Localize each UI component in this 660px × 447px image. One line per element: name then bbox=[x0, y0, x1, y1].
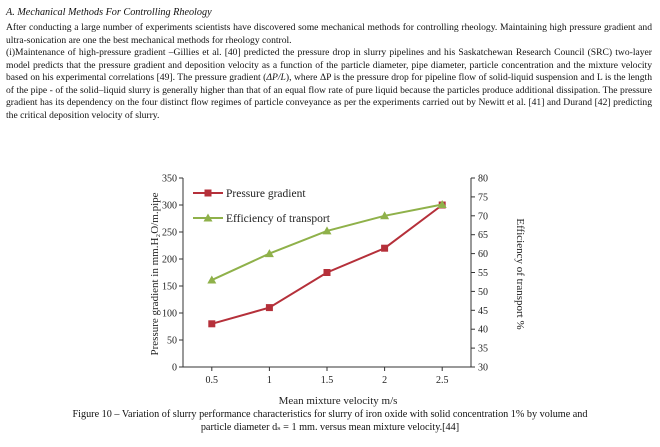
y2-axis-label: Efficiency of transport % bbox=[514, 218, 526, 330]
figure-caption bbox=[0, 408, 660, 434]
y2-tick-label: 30 bbox=[478, 362, 488, 374]
y2-tick-label: 50 bbox=[478, 286, 488, 298]
y2-tick-label: 55 bbox=[478, 268, 488, 279]
x-axis-label: Mean mixture velocity m/s bbox=[278, 395, 398, 407]
y-tick-label: 50 bbox=[167, 335, 177, 347]
figure-10-chart bbox=[0, 168, 660, 408]
legend-label: Pressure gradient bbox=[226, 188, 306, 200]
y-tick-label: 350 bbox=[162, 173, 177, 185]
y2-tick-label: 40 bbox=[478, 324, 488, 336]
legend-marker bbox=[205, 190, 212, 197]
pressure-gradient-fraction: ΔP/L bbox=[266, 72, 286, 83]
legend-label: Efficiency of transport bbox=[226, 213, 330, 225]
y-axis-label: Pressure gradient in mm.H₂O/m.pipe bbox=[149, 192, 161, 356]
data-point bbox=[208, 320, 215, 327]
y-tick-label: 0 bbox=[172, 362, 177, 374]
y2-tick-label: 45 bbox=[478, 305, 488, 317]
paragraph-2-part-1: (i)Maintenance of high-pressure gradient –Gillies et al. [40] predicted the pressure drop in slurry pipelines and his Saskatchewan Research Council (SRC) two-layer model predicts that the pressure gradient and deposition velocity as a function of the particle diameter, pipe diameter, particle concentration and the mixture velocity based on his experimental correlations [49]. The pressure gradient ( bbox=[6, 47, 652, 83]
caption-line-2: particle diameter dₛ = 1 mm. versus mean mixture velocity.[44] bbox=[200, 422, 460, 433]
x-tick-label: 2.5 bbox=[435, 375, 449, 386]
y2-tick-label: 75 bbox=[478, 192, 488, 204]
y-tick-label: 200 bbox=[162, 254, 177, 266]
y-tick-label: 100 bbox=[162, 308, 177, 320]
x-tick-label: 1.5 bbox=[320, 375, 334, 386]
paragraph-1: After conducting a large number of experiments scientists have discovered some mechanical methods for controlling rheology. Maintaining high pressure gradient and ultra-sonication are one the best mechanical methods for rheology control. bbox=[6, 22, 652, 46]
caption-line-1: Figure 10 – Variation of slurry performance characteristics for slurry of iron oxide with solid concentration 1% by volume and bbox=[72, 409, 588, 420]
data-point bbox=[324, 269, 331, 276]
paragraph-2 bbox=[6, 47, 652, 122]
y-tick-label: 150 bbox=[162, 281, 177, 293]
paragraph-2-part-2: ), where ΔP is the pressure drop for pipeline flow of solid-liquid suspension and L is the length of the pipe - of the solid–liquid slurry is generally higher than that of an equal flow rate of pure liquid because the particles produce additional dissipation. The pressure gradient has its dependency on the four distinct flow regimes of particle conveyance as per the experiments carried out by Newitt et al. [41] and Durand [42] predicting the critical deposition velocity of slurry. bbox=[6, 72, 652, 121]
x-tick-label: 0.5 bbox=[205, 375, 219, 386]
section-heading: A. Mechanical Methods For Controlling Rheology bbox=[6, 7, 212, 18]
y2-tick-label: 65 bbox=[478, 230, 488, 242]
y2-tick-label: 80 bbox=[478, 173, 488, 185]
chart-legend bbox=[193, 188, 331, 225]
y2-tick-label: 35 bbox=[478, 343, 488, 355]
x-tick-label: 2 bbox=[382, 375, 388, 386]
y-tick-label: 300 bbox=[162, 200, 177, 212]
body-text bbox=[6, 22, 652, 122]
x-tick-label: 1 bbox=[266, 375, 272, 386]
y2-tick-label: 60 bbox=[478, 249, 488, 261]
y-tick-label: 250 bbox=[162, 227, 177, 239]
data-point bbox=[266, 304, 273, 311]
y2-tick-label: 70 bbox=[478, 211, 488, 223]
data-point bbox=[381, 245, 388, 252]
